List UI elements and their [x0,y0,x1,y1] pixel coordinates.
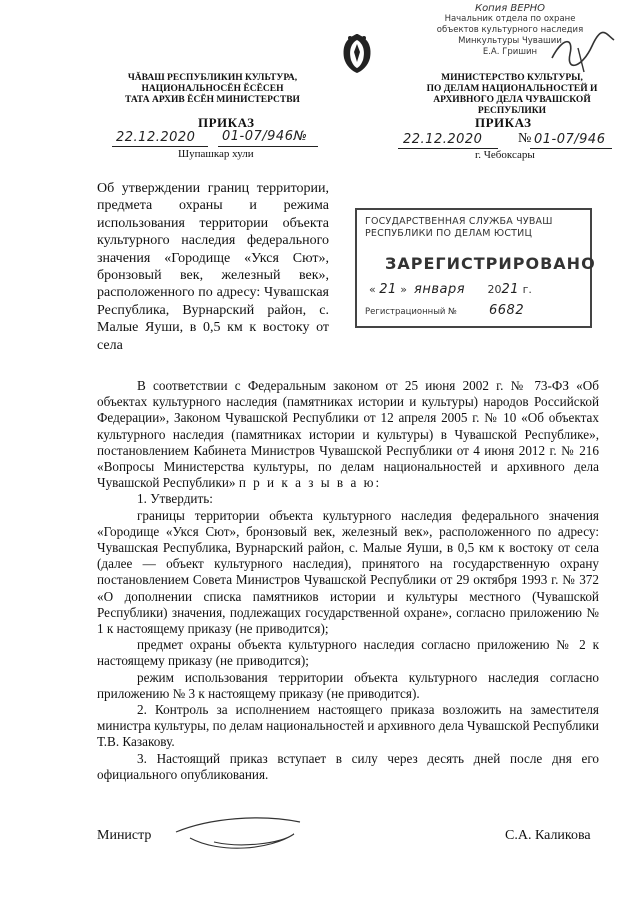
prikaz-label-left: ПРИКАЗ [198,115,255,130]
header-right-line: МИНИСТЕРСТВО КУЛЬТУРЫ, [441,73,583,83]
number-underline [530,148,612,149]
stamp-line: РЕСПУБЛИКИ ПО ДЕЛАМ ЮСТИЦ [365,228,533,239]
order-body [97,378,599,783]
certification-signature [548,28,618,76]
body-item: предмет охраны объекта культурного наследия согласно приложению № 2 к настоящему приказу (не приводится); [97,637,599,669]
stamp-month: января [414,282,466,297]
stamp-date [369,282,532,297]
city-right: г. Чебоксары [475,149,535,161]
header-left-line: НАЦИОНАЛЬНОСĔН ĔСĔСЕН [141,84,284,94]
registration-stamp [355,208,596,328]
body-item: 2. Контроль за исполнением настоящего приказа возложить на заместителя министра культуры, по делам национальностей и архивного дела Чувашской Республики Т.В. Казакову. [97,702,599,750]
city-left: Шупашкар хули [178,148,254,160]
signature-position: Министр [97,828,152,843]
stamp-status: ЗАРЕГИСТРИРОВАНО [385,254,596,273]
body-item: границы территории объекта культурного наследия федерального значения «Городище «Укся Сют», бронзовый век, железный век», расположенного по адресу: Чувашская Республика, Вурнарский район, с. Малые Яуши, в 0,5 км к востоку от села (далее — объект культурного наследия), принятого на государственную охрану постановлением Совета Министров Чувашской Республики от 29 октября 1993 г. № 372 «О дополнении списка памятников истории и культуры местного (Чувашской Республики) значения, подлежащих государственной охране», согласно приложению № 1 к настоящему приказу (не приводится); [97,507,599,637]
order-date-left: 22.12.2020 [116,130,196,145]
certification-line: Е.А. Гришин [482,47,538,57]
body-intro: В соответствии с Федеральным законом от 25 июня 2002 г. № 73-ФЗ «Об объектах культурного наследия (памятниках истории и культуры) народов Российской Федерации», Законом Чувашской Республики от 12 апреля 2005 г. № 10 «Об объектах культурного наследия (памятниках истории и культуры) в Чувашской Республике», постановлением Кабинета Министров Чувашской Республики от 4 июня 2012 г. № 216 «Вопросы Министерства культуры, по делам национальностей и архивного дела Чувашской Республики» [97,378,599,491]
number-label-right: № [518,131,532,146]
stamp-date-part: » [400,283,408,296]
header-left-line: ЧĂВАШ РЕСПУБЛИКИН КУЛЬТУРА, [127,73,298,83]
order-title [97,180,329,354]
prikaz-label-right: ПРИКАЗ [475,115,532,130]
order-date-right: 22.12.2020 [403,132,483,147]
order-number-right: 01-07/946 [534,132,606,147]
minister-signature [170,808,310,858]
header-right-line: АРХИВНОГО ДЕЛА ЧУВАШСКОЙ РЕСПУБЛИКИ [433,95,591,116]
body-intro-spaced: п р и к а з ы в а ю: [238,475,382,491]
body-item: 1. Утвердить: [137,491,213,507]
header-right-line: ПО ДЕЛАМ НАЦИОНАЛЬНОСТЕЙ И [426,84,598,94]
order-title-text: Об утверждении границ территории, предмета охраны и режима использования территории объекта культурного наследия федерального значения «Городище «Укся Сют», бронзовый век, железный век», расположенного по адресу: Чувашская Республика, Вурнарский район, с. Малые Яуши, в 0,5 км к востоку от села [97,181,329,353]
stamp-day: 21 [379,282,397,297]
certification-line: Минкультуры Чувашии [458,36,562,46]
stamp-line: ГОСУДАРСТВЕННАЯ СЛУЖБА ЧУВАШ [365,216,553,227]
coat-of-arms-emblem [338,32,376,74]
body-paragraph [97,378,599,491]
header-left [105,73,320,106]
stamp-date-part: г. [522,283,532,296]
certification-line: Начальник отдела по охране [444,14,576,24]
stamp-reg-label: Регистрационный № [365,307,457,317]
number-underline [218,146,318,147]
date-underline [112,146,208,147]
stamp-year: 21 [501,282,520,297]
header-left-line: ТАТА АРХИВ ĔСĔН МИНИСТЕРСТВИ [125,95,300,105]
certification-line: объектов культурного наследия [436,25,584,35]
stamp-reg-number: 6682 [489,303,525,318]
body-item: 3. Настоящий приказ вступает в силу через десять дней после дня его официального опубликования. [97,750,599,782]
stamp-date-part: « [369,283,376,296]
stamp-date-part: 20 [487,283,502,296]
header-right [412,73,612,117]
signature-name: С.А. Каликова [505,828,591,843]
order-number-left: 01-07/946№ [222,129,308,144]
certification-line: Копия ВЕРНО [474,3,546,14]
body-item: режим использования территории объекта культурного наследия согласно приложению № 3 к настоящему приказу (не приводится). [97,669,599,701]
